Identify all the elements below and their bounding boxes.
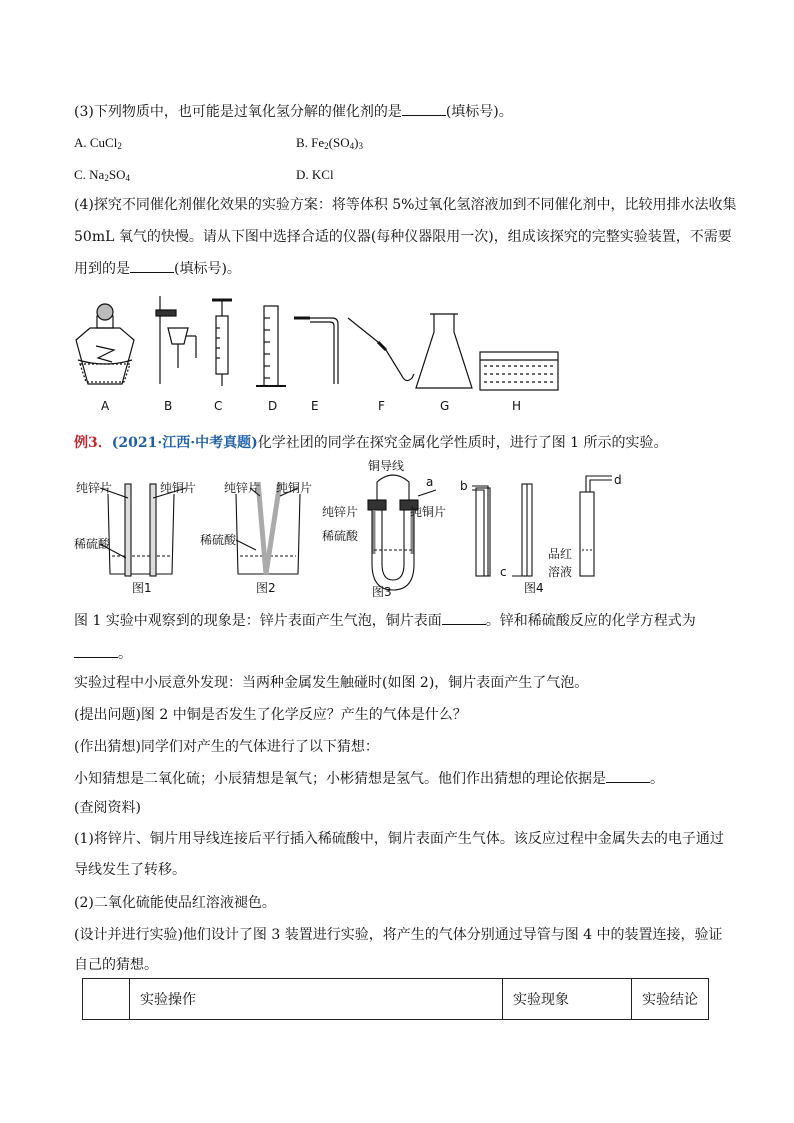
table-header-cell (83, 979, 130, 1020)
option-b: B. $Fe_2(SO_4)_3$ (296, 135, 363, 151)
fig1-zinc-label: 纯锌片 (76, 481, 113, 495)
fig2-zinc-label: 纯锌片 (224, 481, 261, 495)
bent-tube-icon (294, 318, 338, 384)
fig1-label: 图1 (132, 581, 152, 595)
fig4-label: 图4 (524, 581, 544, 595)
para-10: (设计并进行实验)他们设计了图 3 装置进行实验，将产生的气体分别通过导管与图 4 中的装置连接，验证 (74, 927, 723, 943)
fig3-acid-label: 稀硫酸 (322, 529, 359, 543)
para-11: 自己的猜想。 (74, 957, 158, 973)
experiment-table (82, 978, 709, 1020)
fig4-solution-label: 溶液 (548, 565, 573, 579)
para-8: 导线发生了转移。 (74, 862, 186, 878)
apparatus-label-e: E (311, 399, 319, 413)
example3-heading: 例3．(2021·江西·中考真题)化学社团的同学在探究金属化学性质时，进行了图 1 所示的实验。 (74, 435, 668, 451)
funnel-stand-icon (156, 296, 196, 384)
table-header-cell: 实验现象 (503, 979, 632, 1020)
table-header-cell: 实验操作 (130, 979, 503, 1020)
q4-line3: 用到的是 (填标号)。 (74, 258, 241, 279)
fig3-zinc-label: 纯锌片 (322, 505, 359, 519)
fig1-acid-label: 稀硫酸 (74, 537, 111, 551)
apparatus-label-d: D (268, 399, 278, 413)
fig3-a-label: a (426, 475, 434, 489)
q4-line1: (4)探究不同催化剂催化效果的实验方案：将等体积 5%过氧化氢溶液加到不同催化剂中，比较用排水法收集 (74, 197, 737, 213)
option-d: D. KCl (296, 167, 334, 182)
syringe-icon (212, 300, 232, 386)
fig3-wire-label: 铜导线 (368, 459, 405, 473)
para-1: 图 1 实验中观察到的现象是：锌片表面产生气泡，铜片表面 。锌和稀硫酸反应的化学方程式为 (74, 610, 696, 631)
experiment-figures (0, 458, 794, 598)
fig4-b-label: b (460, 479, 468, 493)
answer-blank[interactable] (606, 768, 650, 783)
fig2-copper-label: 纯铜片 (276, 481, 313, 495)
apparatus-label-g: G (440, 399, 450, 413)
fig4-pinhong-label: 品红 (548, 547, 573, 561)
conical-flask-icon (416, 314, 472, 388)
fig3-copper-label: 纯铜片 (410, 505, 447, 519)
apparatus-label-h: H (512, 399, 522, 413)
delivery-tube-icon (348, 318, 414, 381)
para-7: (1)将锌片、铜片用导线连接后平行插入稀硫酸中，铜片表面产生气体。该反应过程中金属失去的电子通过 (74, 831, 724, 847)
apparatus-label-c: C (214, 399, 223, 413)
para-1b: 。 (74, 643, 132, 664)
fig4-d-label: d (614, 473, 622, 487)
alcohol-lamp-icon (76, 304, 134, 384)
table-header-cell: 实验结论 (632, 979, 709, 1020)
para-6: (查阅资料) (74, 800, 141, 816)
table-header-row (83, 979, 709, 1020)
answer-blank[interactable] (402, 101, 446, 116)
apparatus-figure (0, 288, 794, 418)
answer-blank[interactable] (130, 258, 174, 273)
apparatus-label-b: B (164, 399, 173, 413)
para-3: (提出问题)图 2 中铜是否发生了化学反应？产生的气体是什么？ (74, 707, 467, 723)
q3-stem: (3)下列物质中，也可能是过氧化氢分解的催化剂的是 (填标号)。 (74, 101, 513, 122)
q4-line2: 50mL 氧气的快慢。请从下图中选择合适的仪器(每种仪器限用一次)，组成该探究的完整实验装置，不需要 (74, 229, 732, 245)
para-9: (2)二氧化硫能使品红溶液褪色。 (74, 895, 276, 911)
fig1-copper-label: 纯铜片 (160, 481, 197, 495)
para-4: (作出猜想)同学们对产生的气体进行了以下猜想： (74, 739, 379, 755)
apparatus-label-f: F (378, 399, 385, 413)
option-c: C. $Na_2SO_4$ (74, 167, 130, 183)
fig4-c-label: c (500, 565, 507, 579)
para-2: 实验过程中小辰意外发现：当两种金属发生触碰时(如图 2)，铜片表面产生了气泡。 (74, 675, 589, 691)
answer-blank[interactable] (74, 643, 118, 658)
fig3-label: 图3 (372, 585, 392, 599)
fig2-acid-label: 稀硫酸 (200, 533, 237, 547)
water-trough-icon (480, 352, 558, 390)
option-a: A. CuCl$_2$ (74, 135, 122, 151)
fig2-label: 图2 (256, 581, 276, 595)
apparatus-label-a: A (101, 399, 110, 413)
graduated-cylinder-icon (256, 306, 286, 386)
para-5: 小知猜想是二氧化硫；小辰猜想是氧气；小彬猜想是氢气。他们作出猜想的理论依据是 。 (74, 768, 664, 789)
answer-blank[interactable] (442, 610, 486, 625)
